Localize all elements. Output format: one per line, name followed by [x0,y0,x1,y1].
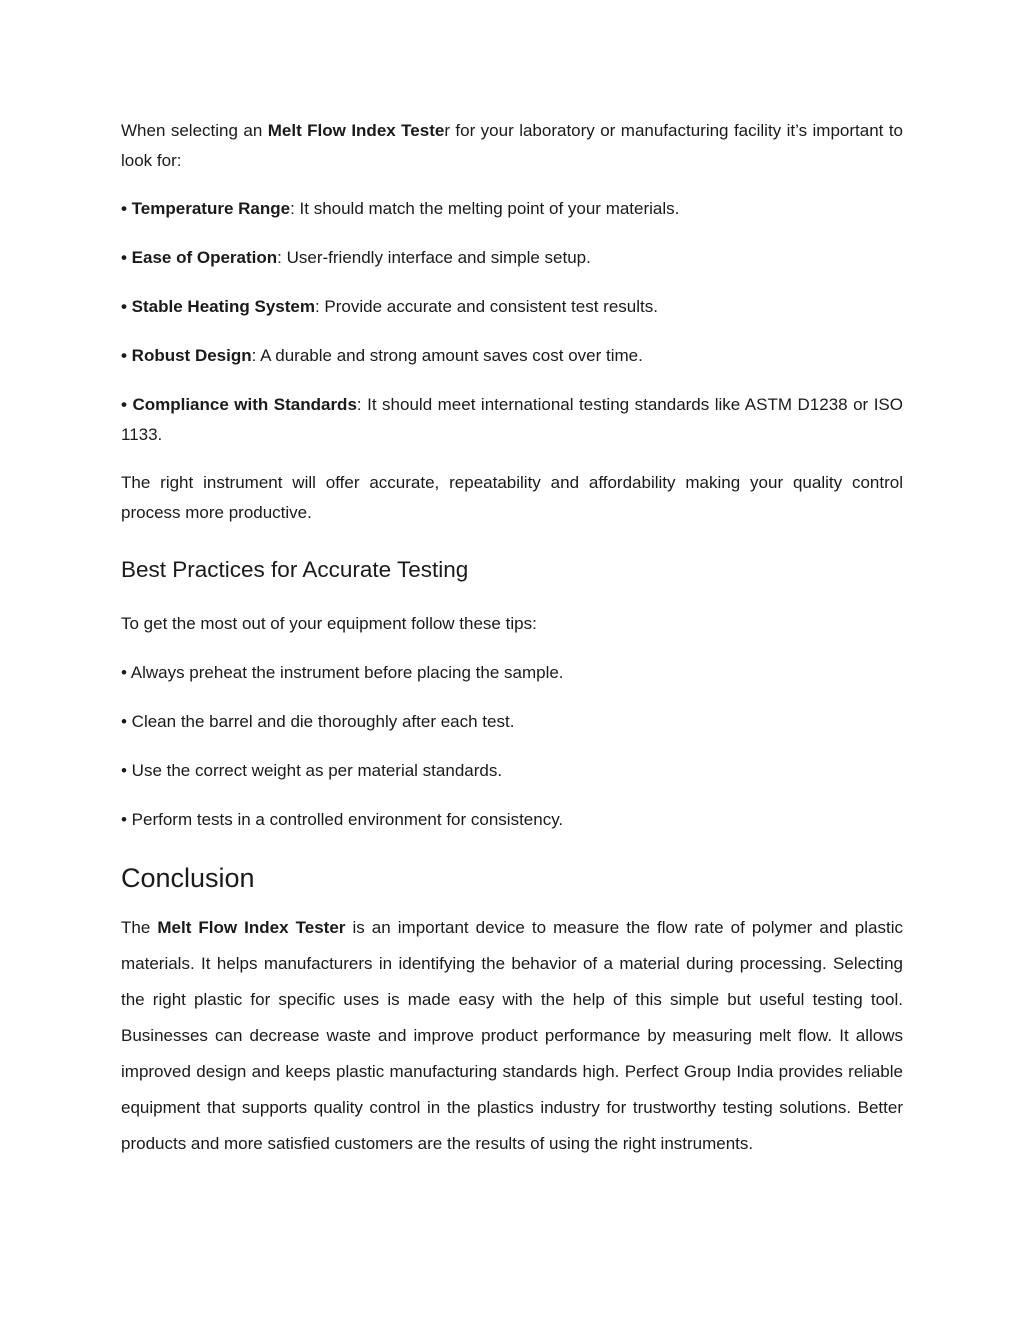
criteria-label: • Stable Heating System [121,297,315,316]
document-page [121,116,903,1162]
conclusion-heading: Conclusion [121,862,255,893]
criteria-item [121,390,903,449]
conclusion-paragraph [121,910,903,1162]
criteria-text: : User-friendly interface and simple setup. [277,248,591,267]
closing-paragraph: The right instrument will offer accurate, repeatability and affordability making your quality control process more productive. [121,473,903,522]
criteria-item [121,243,903,273]
intro-after: r for your laboratory or manufacturing facility it’s important to look for: [121,121,903,170]
criteria-label: • Temperature Range [121,199,291,218]
tip-item: • Always preheat the instrument before placing the sample. [121,663,564,682]
criteria-item [121,292,903,322]
conclusion-product-name: Melt Flow Index Tester [157,917,346,937]
criteria-text: : A durable and strong amount saves cost over time. [251,346,643,365]
tip-item: • Clean the barrel and die thoroughly after each test. [121,712,515,731]
criteria-text: : It should meet international testing standards like ASTM D1238 or ISO 1133. [121,395,903,444]
best-practices-heading: Best Practices for Accurate Testing [121,557,469,582]
tip-item: • Perform tests in a controlled environment for consistency. [121,810,564,829]
criteria-label: • Compliance with Standards [121,395,357,414]
intro-paragraph [121,116,903,175]
criteria-item [121,194,903,224]
intro-before: When selecting an [121,121,268,140]
intro-product-name: Melt Flow Index Teste [267,121,445,140]
criteria-label: • Ease of Operation [121,248,278,267]
criteria-item [121,341,903,371]
conclusion-after: is an important device to measure the flow rate of polymer and plastic materials. It helps manufacturers in identifying the behavior of a material during processing. Selecting the right plastic for specific uses is made easy with the help of this simple but useful testing tool. Businesses can decrease waste and improve product performance by measuring melt flow. It allows improved design and keeps plastic manufacturing standards high. Perfect Group India provides reliable equipment that supports quality control in the plastics industry for trustworthy testing solutions. Better products and more satisfied customers are the results of using the right instruments. [121,917,903,1153]
conclusion-before: The [121,917,158,937]
criteria-label: • Robust Design [121,346,252,365]
tips-intro: To get the most out of your equipment follow these tips: [121,614,537,633]
tip-item: • Use the correct weight as per material standards. [121,761,503,780]
criteria-text: : Provide accurate and consistent test results. [314,297,658,316]
criteria-text: : It should match the melting point of your materials. [290,199,680,218]
